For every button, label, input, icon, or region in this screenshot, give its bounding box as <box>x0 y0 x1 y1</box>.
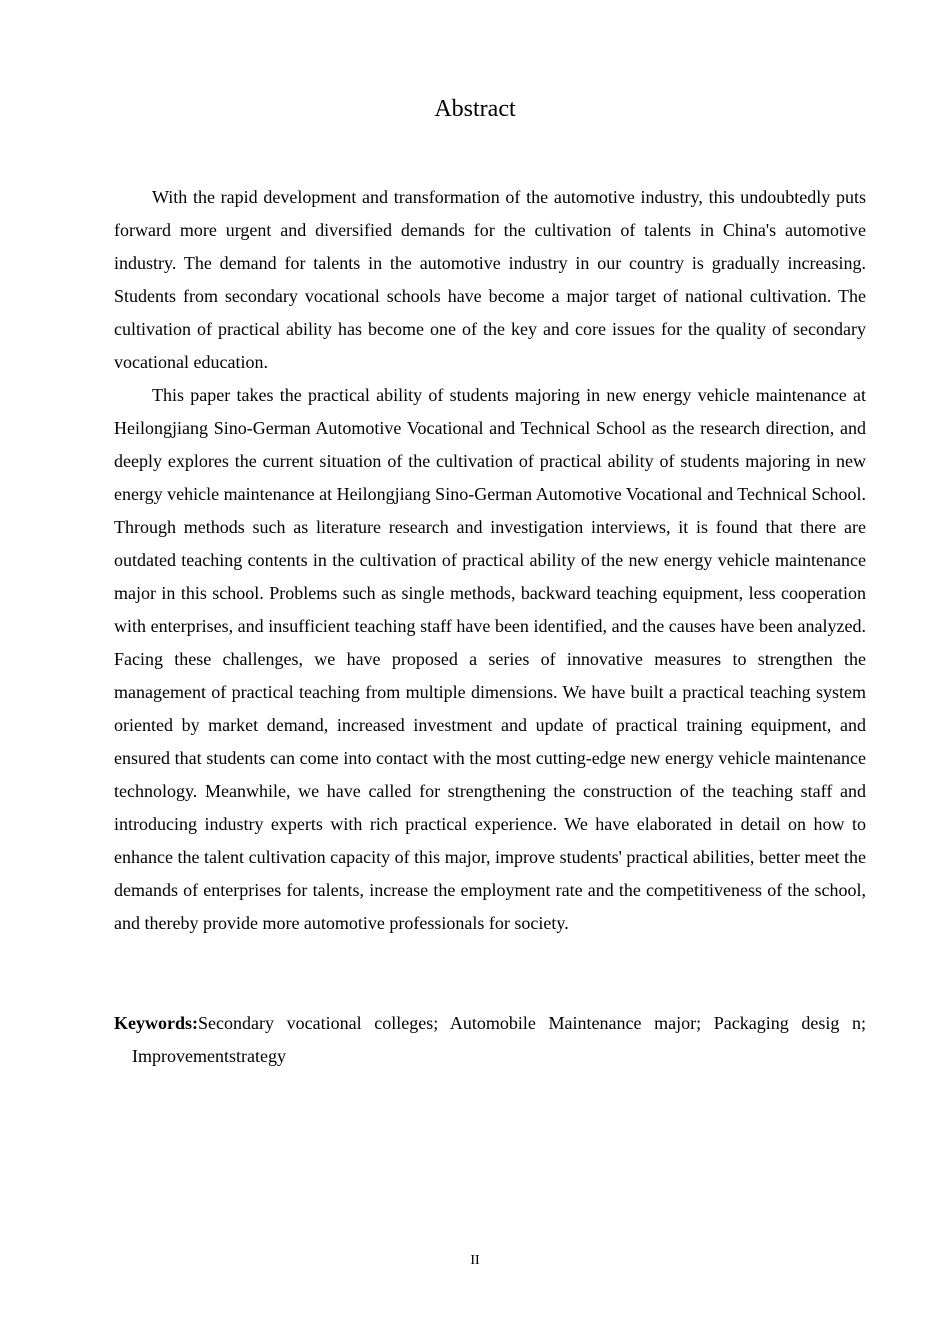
abstract-body <box>114 181 866 940</box>
keywords-line <box>114 1007 866 1073</box>
abstract-paragraph-2: This paper takes the practical ability of students majoring in new energy vehicle maintenance at Heilongjiang Sino-German Automotive Vocational and Technical School as the research direction, and deeply explores the current situation of the cultivation of practical ability of students majoring in new energy vehicle maintenance at Heilongjiang Sino-German Automotive Vocational and Technical School. Through methods such as literature research and investigation interviews, it is found that there are outdated teaching contents in the cultivation of practical ability of the new energy vehicle maintenance major in this school. Problems such as single methods, backward teaching equipment, less cooperation with enterprises, and insufficient teaching staff have been identified, and the causes have been analyzed. Facing these challenges, we have proposed a series of innovative measures to strengthen the management of practical teaching from multiple dimensions. We have built a practical teaching system oriented by market demand, increased investment and update of practical training equipment, and ensured that students can come into contact with the most cutting-edge new energy vehicle maintenance technology. Meanwhile, we have called for strengthening the construction of the teaching staff and introducing industry experts with rich practical experience. We have elaborated in detail on how to enhance the talent cultivation capacity of this major, improve students' practical abilities, better meet the demands of enterprises for talents, increase the employment rate and the competitiveness of the school, and thereby provide more automotive professionals for society. <box>114 385 866 933</box>
keywords-label: Keywords: <box>114 1013 198 1033</box>
page-number: II <box>470 1253 480 1268</box>
abstract-paragraph-1: With the rapid development and transformation of the automotive industry, this undoubtedly puts forward more urgent and diversified demands for the cultivation of talents in China's automotive industry. The demand for talents in the automotive industry in our country is gradually increasing. Students from secondary vocational schools have become a major target of national cultivation. The cultivation of practical ability has become one of the key and core issues for the quality of secondary vocational education. <box>114 187 866 372</box>
keywords-text: Secondary vocational colleges; Automobile Maintenance major; Packaging desig n; Improvementstrategy <box>132 1013 866 1066</box>
abstract-title: Abstract <box>434 96 516 122</box>
